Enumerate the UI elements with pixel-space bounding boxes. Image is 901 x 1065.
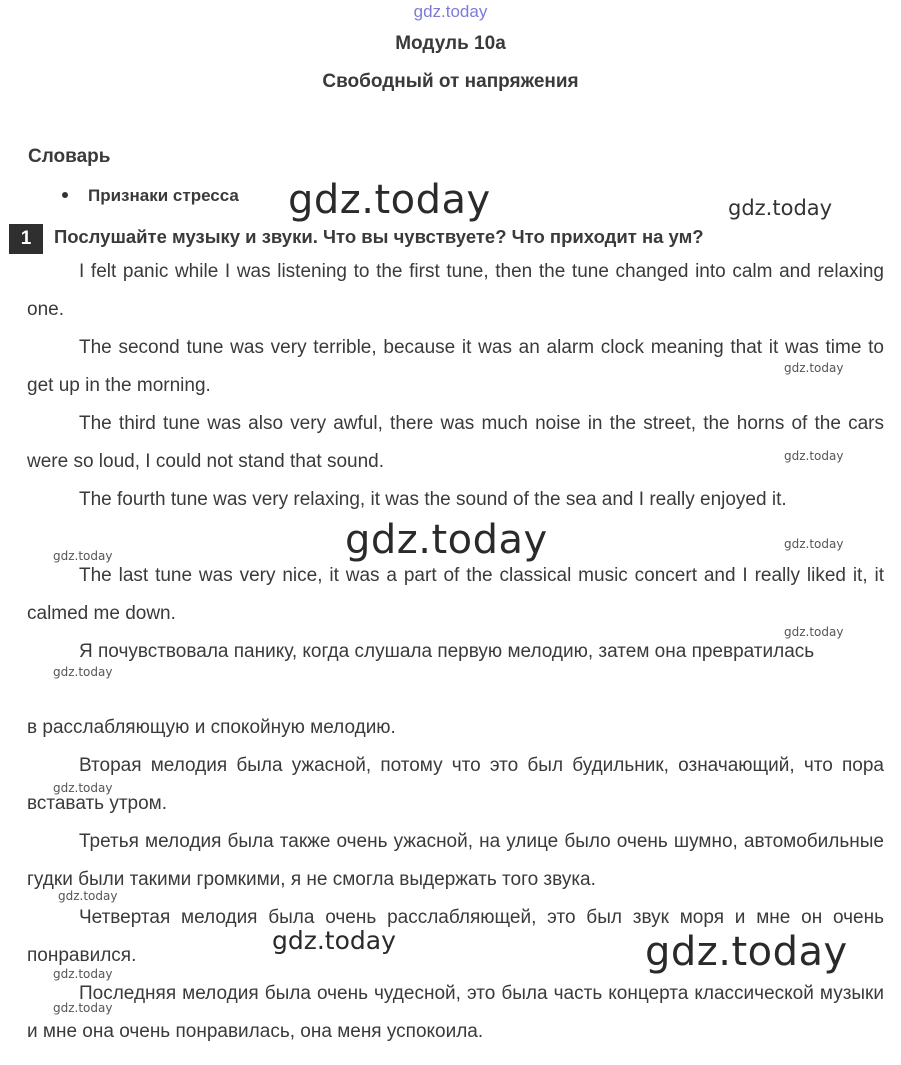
watermark: gdz.today [784,361,844,375]
watermark: gdz.today [58,889,118,903]
vocab-item-label: Признаки стресса [88,186,239,205]
paragraph-en-1: I felt panic while I was listening to the first tune, then the tune changed into calm and relaxing one. [27,261,884,320]
watermark: gdz.today [288,177,491,223]
watermark: gdz.today [784,625,844,639]
paragraph-ru-3: Третья мелодия была также очень ужасной, на улице было очень шумно, автомобильные гудки были такими громкими, я не смогла выдержать того звука. [27,831,884,890]
watermark: gdz.today [53,967,113,981]
watermark: gdz.today [728,196,833,220]
watermark: gdz.today [784,537,844,551]
page-title: Модуль 10a [395,33,506,54]
paragraph-ru-1-continued: в расслабляющую и спокойную мелодию. [27,717,396,738]
task-number-badge: 1 [9,224,43,254]
section-heading: Словарь [28,146,111,167]
watermark: gdz.today [53,665,113,679]
header-watermark: gdz.today [413,2,488,21]
paragraph-ru-1: Я почувствовала панику, когда слушала первую мелодию, затем она превратилась [79,641,815,662]
watermark: gdz.today [345,517,548,563]
paragraph-ru-4: Четвертая мелодия была очень расслабляющей, это был звук моря и мне он очень понравился. [27,907,884,966]
page-subtitle: Свободный от напряжения [322,71,579,92]
paragraph-ru-2: Вторая мелодия была ужасной, потому что это был будильник, означающий, что пора вставать утром. [27,755,884,814]
paragraph-ru-5: Последняя мелодия была очень чудесной, это была часть концерта классической музыки и мне она очень понравилась, она меня успокоила. [27,983,884,1042]
paragraph-en-5: The last tune was very nice, it was a part of the classical music concert and I really liked it, it calmed me down. [27,565,884,624]
paragraph-en-3: The third tune was also very awful, there was much noise in the street, the horns of the cars were so loud, I could not stand that sound. [27,413,884,472]
bullet-icon [62,192,68,198]
watermark: gdz.today [53,549,113,563]
watermark: gdz.today [784,449,844,463]
paragraph-en-4: The fourth tune was very relaxing, it was the sound of the sea and I really enjoyed it. [79,489,787,510]
paragraph-en-2: The second tune was very terrible, because it was an alarm clock meaning that it was time to get up in the morning. [27,337,884,396]
watermark: gdz.today [272,926,396,955]
watermark: gdz.today [645,929,848,975]
watermark: gdz.today [53,781,113,795]
task-instruction: Послушайте музыку и звуки. Что вы чувствуете? Что приходит на ум? [54,226,704,247]
watermark: gdz.today [53,1001,113,1015]
vocab-list-item [62,186,239,206]
